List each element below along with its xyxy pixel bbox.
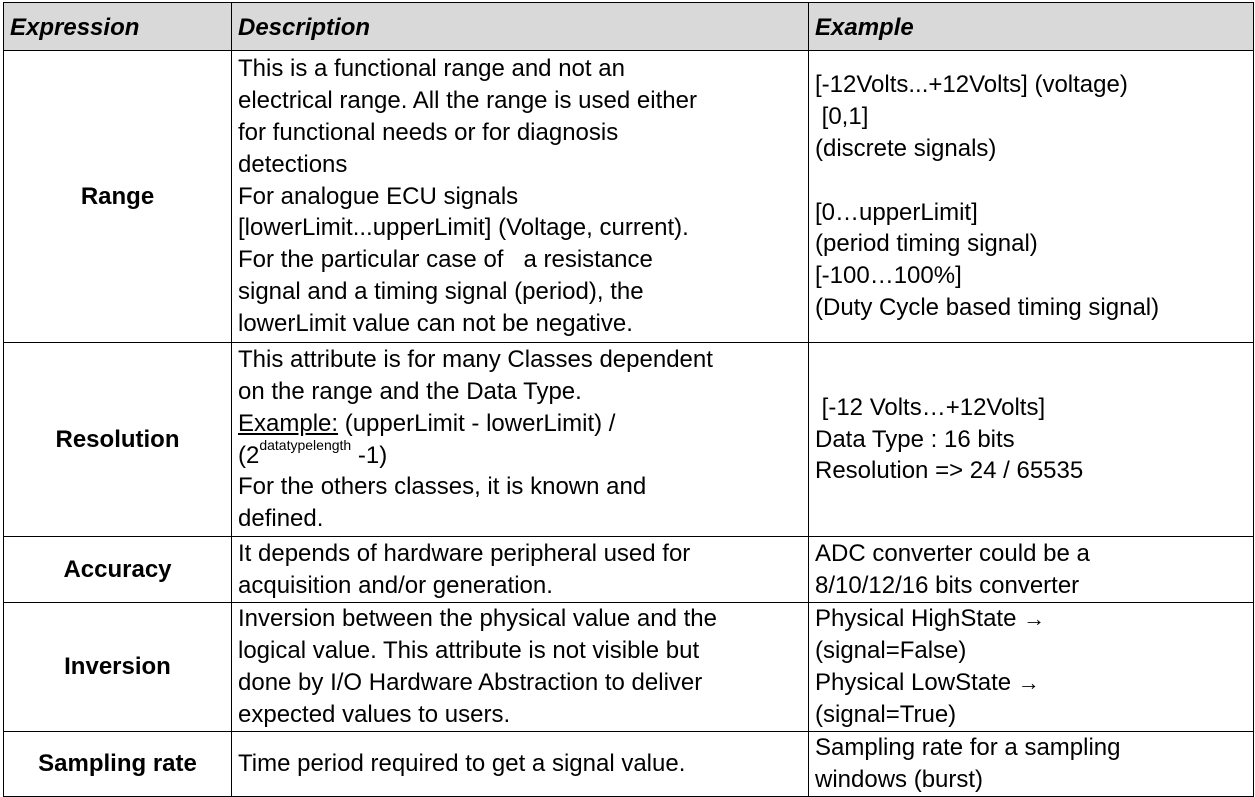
example-line: (period timing signal)	[815, 230, 1038, 258]
example-line: windows (burst)	[815, 765, 984, 793]
formula-exponent: datatypelength	[259, 436, 352, 453]
example-cell	[809, 537, 1254, 603]
header-expression: Expression	[4, 3, 232, 51]
description-line: for functional needs or for diagnosis	[238, 119, 619, 146]
right-arrow-icon: →	[1023, 606, 1046, 632]
attributes-table	[3, 2, 1254, 797]
description-cell	[232, 343, 809, 537]
expression-cell: Inversion	[4, 603, 232, 732]
example-line: [-12Volts...+12Volts] (voltage)	[815, 71, 1128, 99]
expression-cell: Sampling rate	[4, 732, 232, 797]
example-line: 8/10/12/16 bits converter	[815, 571, 1080, 599]
description-line: This attribute is for many Classes dependent	[238, 346, 713, 374]
formula-text: (upperLimit - lowerLimit) /	[338, 409, 616, 437]
example-line	[815, 603, 1247, 635]
description-line: Inversion between the physical value and the	[238, 605, 717, 633]
description-line: acquisition and/or generation.	[238, 571, 553, 599]
description-line: [lowerLimit...upperLimit] (Voltage, current).	[238, 214, 689, 242]
description-cell	[232, 603, 809, 732]
example-cell	[809, 51, 1254, 343]
description-line: Time period required to get a signal value.	[238, 749, 686, 777]
description-line: on the range and the Data Type.	[238, 377, 582, 405]
right-arrow-icon: →	[1017, 670, 1040, 695]
blank-line	[815, 165, 1247, 197]
example-line: [-12 Volts…+12Volts]	[815, 393, 1046, 421]
description-line: detections	[238, 150, 348, 178]
description-line: done by I/O Hardware Abstraction to deliver	[238, 669, 703, 696]
description-line	[238, 408, 802, 440]
description-cell	[232, 51, 809, 343]
example-label: Example:	[238, 409, 339, 437]
example-line: (discrete signals)	[815, 134, 997, 162]
header-description: Description	[232, 3, 809, 51]
table-row-resolution	[4, 343, 1254, 537]
example-text: Physical HighState	[815, 605, 1024, 633]
description-line: signal and a timing signal (period), the	[238, 277, 644, 305]
expression-cell: Accuracy	[4, 537, 232, 603]
description-line: logical value. This attribute is not visible but	[238, 637, 700, 665]
description-line: For the particular case of a resistance	[238, 246, 653, 274]
example-line	[815, 667, 1247, 699]
example-line: (Duty Cycle based timing signal)	[815, 293, 1160, 321]
example-line: Data Type : 16 bits	[815, 425, 1015, 453]
example-line: Resolution => 24 / 65535	[815, 457, 1084, 485]
example-line: [-100…100%]	[815, 262, 962, 290]
expression-cell: Range	[4, 51, 232, 343]
description-line: For analogue ECU signals	[238, 182, 519, 210]
example-cell	[809, 343, 1254, 537]
example-line: [0…upperLimit]	[815, 198, 978, 226]
table-row-inversion	[4, 603, 1254, 732]
example-line: ADC converter could be a	[815, 539, 1090, 567]
description-line: electrical range. All the range is used either	[238, 87, 697, 115]
description-line: For the others classes, it is known and	[238, 473, 647, 501]
description-line: defined.	[238, 505, 324, 533]
formula-close: -1)	[351, 441, 388, 469]
description-line: expected values to users.	[238, 700, 511, 728]
table-row-range	[4, 51, 1254, 343]
example-line: [0,1]	[815, 103, 869, 131]
formula-open: (2	[238, 441, 260, 469]
description-line: lowerLimit value can not be negative.	[238, 309, 633, 337]
header-example: Example	[809, 3, 1254, 51]
table-row-accuracy	[4, 537, 1254, 603]
example-line: (signal=True)	[815, 700, 957, 728]
example-cell	[809, 732, 1254, 797]
example-text: Physical LowState	[815, 669, 1018, 696]
example-line: Sampling rate for a sampling	[815, 734, 1121, 761]
header-row	[4, 3, 1254, 51]
example-line: (signal=False)	[815, 637, 967, 665]
expression-cell: Resolution	[4, 343, 232, 537]
description-line: This is a functional range and not an	[238, 55, 625, 83]
description-line	[238, 436, 802, 472]
description-cell	[232, 732, 809, 797]
table-row-sampling-rate	[4, 732, 1254, 797]
description-line: It depends of hardware peripheral used for	[238, 539, 691, 567]
description-cell	[232, 537, 809, 603]
example-cell	[809, 603, 1254, 732]
